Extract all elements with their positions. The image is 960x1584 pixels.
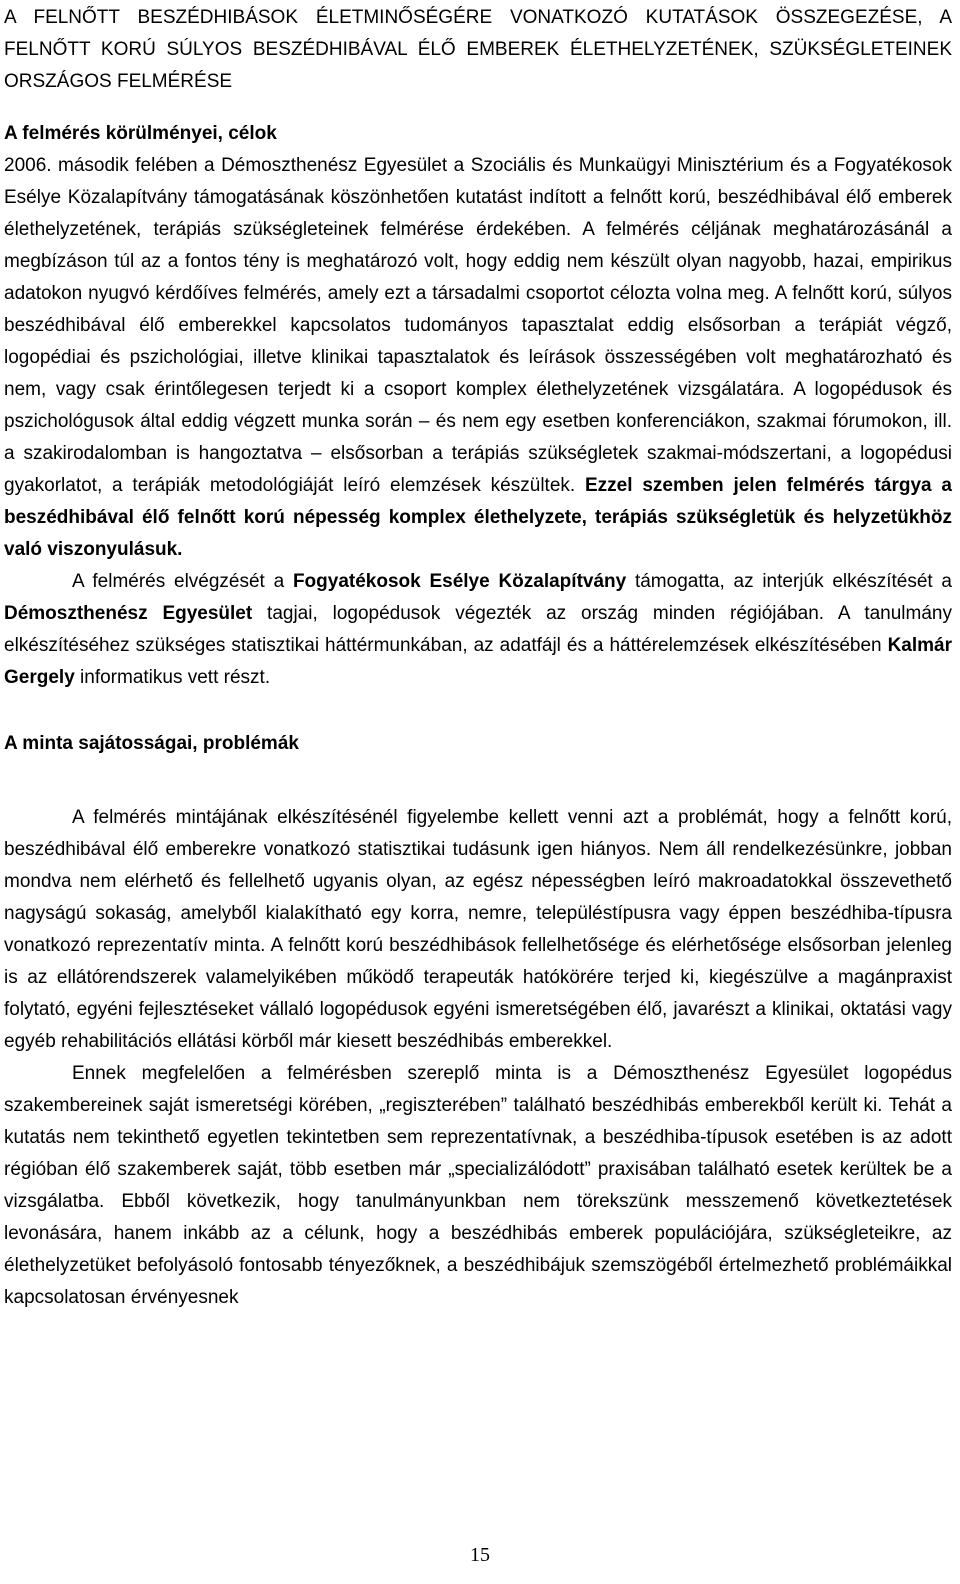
page-number: 15 xyxy=(470,1544,490,1566)
association-name: Démoszthenész Egyesület xyxy=(4,603,253,624)
paragraph-bold-text: Ezzel szemben jelen felmérés tárgya a beszédhibával élő felnőtt korú népesség komplex élethelyzete, terápiás szükségletük és helyzetükhöz való viszonyulásuk. xyxy=(4,475,952,560)
section-heading-sample: A minta sajátosságai, problémák xyxy=(4,733,299,754)
document-title: A FELNŐTT BESZÉDHIBÁSOK ÉLETMINŐSÉGÉRE VONATKOZÓ KUTATÁSOK ÖSSZEGEZÉSE, A FELNŐTT KORÚ SÚLYOS BESZÉDHIBÁVAL ÉLŐ EMBEREK ÉLETHELYZETÉNEK, SZÜKSÉGLETEINEK ORSZÁGOS FELMÉRÉSE xyxy=(4,7,952,92)
paragraph-sample-2: Ennek megfelelően a felmérésben szereplő minta is a Démoszthenész Egyesület logopédus szakembereinek saját ismeretségi körében, „regiszterében” található beszédhibás emberekből került ki. Tehát a kutatás nem tekinthető egyetlen tekintetben sem reprezentatívnak, a beszédhiba-típusok esetében is az adott régióban élő szakemberek saját, több esetben már „specializálódott” praxisában található esetek kerültek be a vizsgálatba. Ebből következik, hogy tanulmányunkban nem törekszünk messzemenő következtetések levonására, hanem inkább az a célunk, hogy a beszédhibás emberek populációjára, szükségleteikre, az élethelyzetüket befolyásoló fontosabb tényezőknek, a beszédhibájuk szemszögéből értelmezhető problémáikkal kapcsolatosan érvényesnek xyxy=(4,1063,952,1308)
paragraph-text: informatikus vett részt. xyxy=(74,667,271,688)
paragraph-text: támogatta, az interjúk elkészítését a xyxy=(626,571,952,592)
paragraph-circumstances xyxy=(4,150,952,566)
paragraph-text: 2006. második felében a Démoszthenész Egyesület a Szociális és Munkaügyi Minisztérium és a Fogyatékosok Esélye Közalapítvány támogatásának köszönhetően kutatást indított a felnőtt korú, beszédhibával élő emberek élethelyzetének, terápiás szükségleteinek felmérése érdekében. A felmérés céljának meghatározásánál a megbízáson túl az a fontos tény is meghatározó volt, hogy eddig nem készült olyan nagyobb, hazai, empirikus adatokon nyugvó kérdőíves felmérés, amely ezt a társadalmi csoportot célozta volna meg. A felnőtt korú, súlyos beszédhibával élő emberekkel kapcsolatos tudományos tapasztalat eddig elsősorban a terápiát végző, logopédiai és pszichológiai, illetve klinikai tapasztalatok és leírások összességében volt meghatározható és nem, vagy csak érintőlegesen terjedt ki a csoport komplex élethelyzetének vizsgálatára. A logopédusok és pszichológusok által eddig végzett munka során – és nem egy esetben konferenciákon, szakmai fórumokon, ill. a szakirodalomban is hangoztatva – elsősorban a terápiás szükségletek szakmai-módszertani, a logopédusi gyakorlatot, a terápiák metodológiáját leíró elemzések készültek. xyxy=(4,155,952,496)
section-heading-circumstances: A felmérés körülményei, célok xyxy=(4,123,277,144)
paragraph-sample-1: A felmérés mintájának elkészítésénél figyelembe kellett venni azt a problémát, hogy a felnőtt korú, beszédhibával élő emberekre vonatkozó statisztikai tudásunk igen hiányos. Nem áll rendelkezésünkre, jobban mondva nem elérhető és fellelhető ugyanis olyan, az egész népességben leíró makroadatokkal összevethető nagyságú sokaság, amelyből kialakítható egy korra, nemre, településtípusra vagy éppen beszédhiba-típusra vonatkozó reprezentatív minta. A felnőtt korú beszédhibások fellelhetősége és elérhetősége elsősorban jelenleg is az ellátórendszerek valamelyikében működő terapeuták hatókörére terjed ki, kiegészülve a magánpraxist folytató, egyéni fejlesztéseket vállaló logopédusok egyéni ismeretségében élő, javarészt a klinikai, oktatási vagy egyéb rehabilitációs ellátási körből már kiesett beszédhibás emberekkel. xyxy=(4,807,952,1052)
paragraph-text: tagjai, logopédusok végezték az ország minden régiójában. A tanulmány elkészítéséhez szükséges statisztikai háttérmunkában, az adatfájl és a háttérelemzések elkészítésében xyxy=(4,603,952,656)
paragraph-text: A felmérés elvégzését a xyxy=(72,571,293,592)
foundation-name: Fogyatékosok Esélye Közalapítvány xyxy=(292,571,627,592)
paragraph-funding xyxy=(4,566,952,694)
person-name: Kalmár Gergely xyxy=(4,635,952,688)
